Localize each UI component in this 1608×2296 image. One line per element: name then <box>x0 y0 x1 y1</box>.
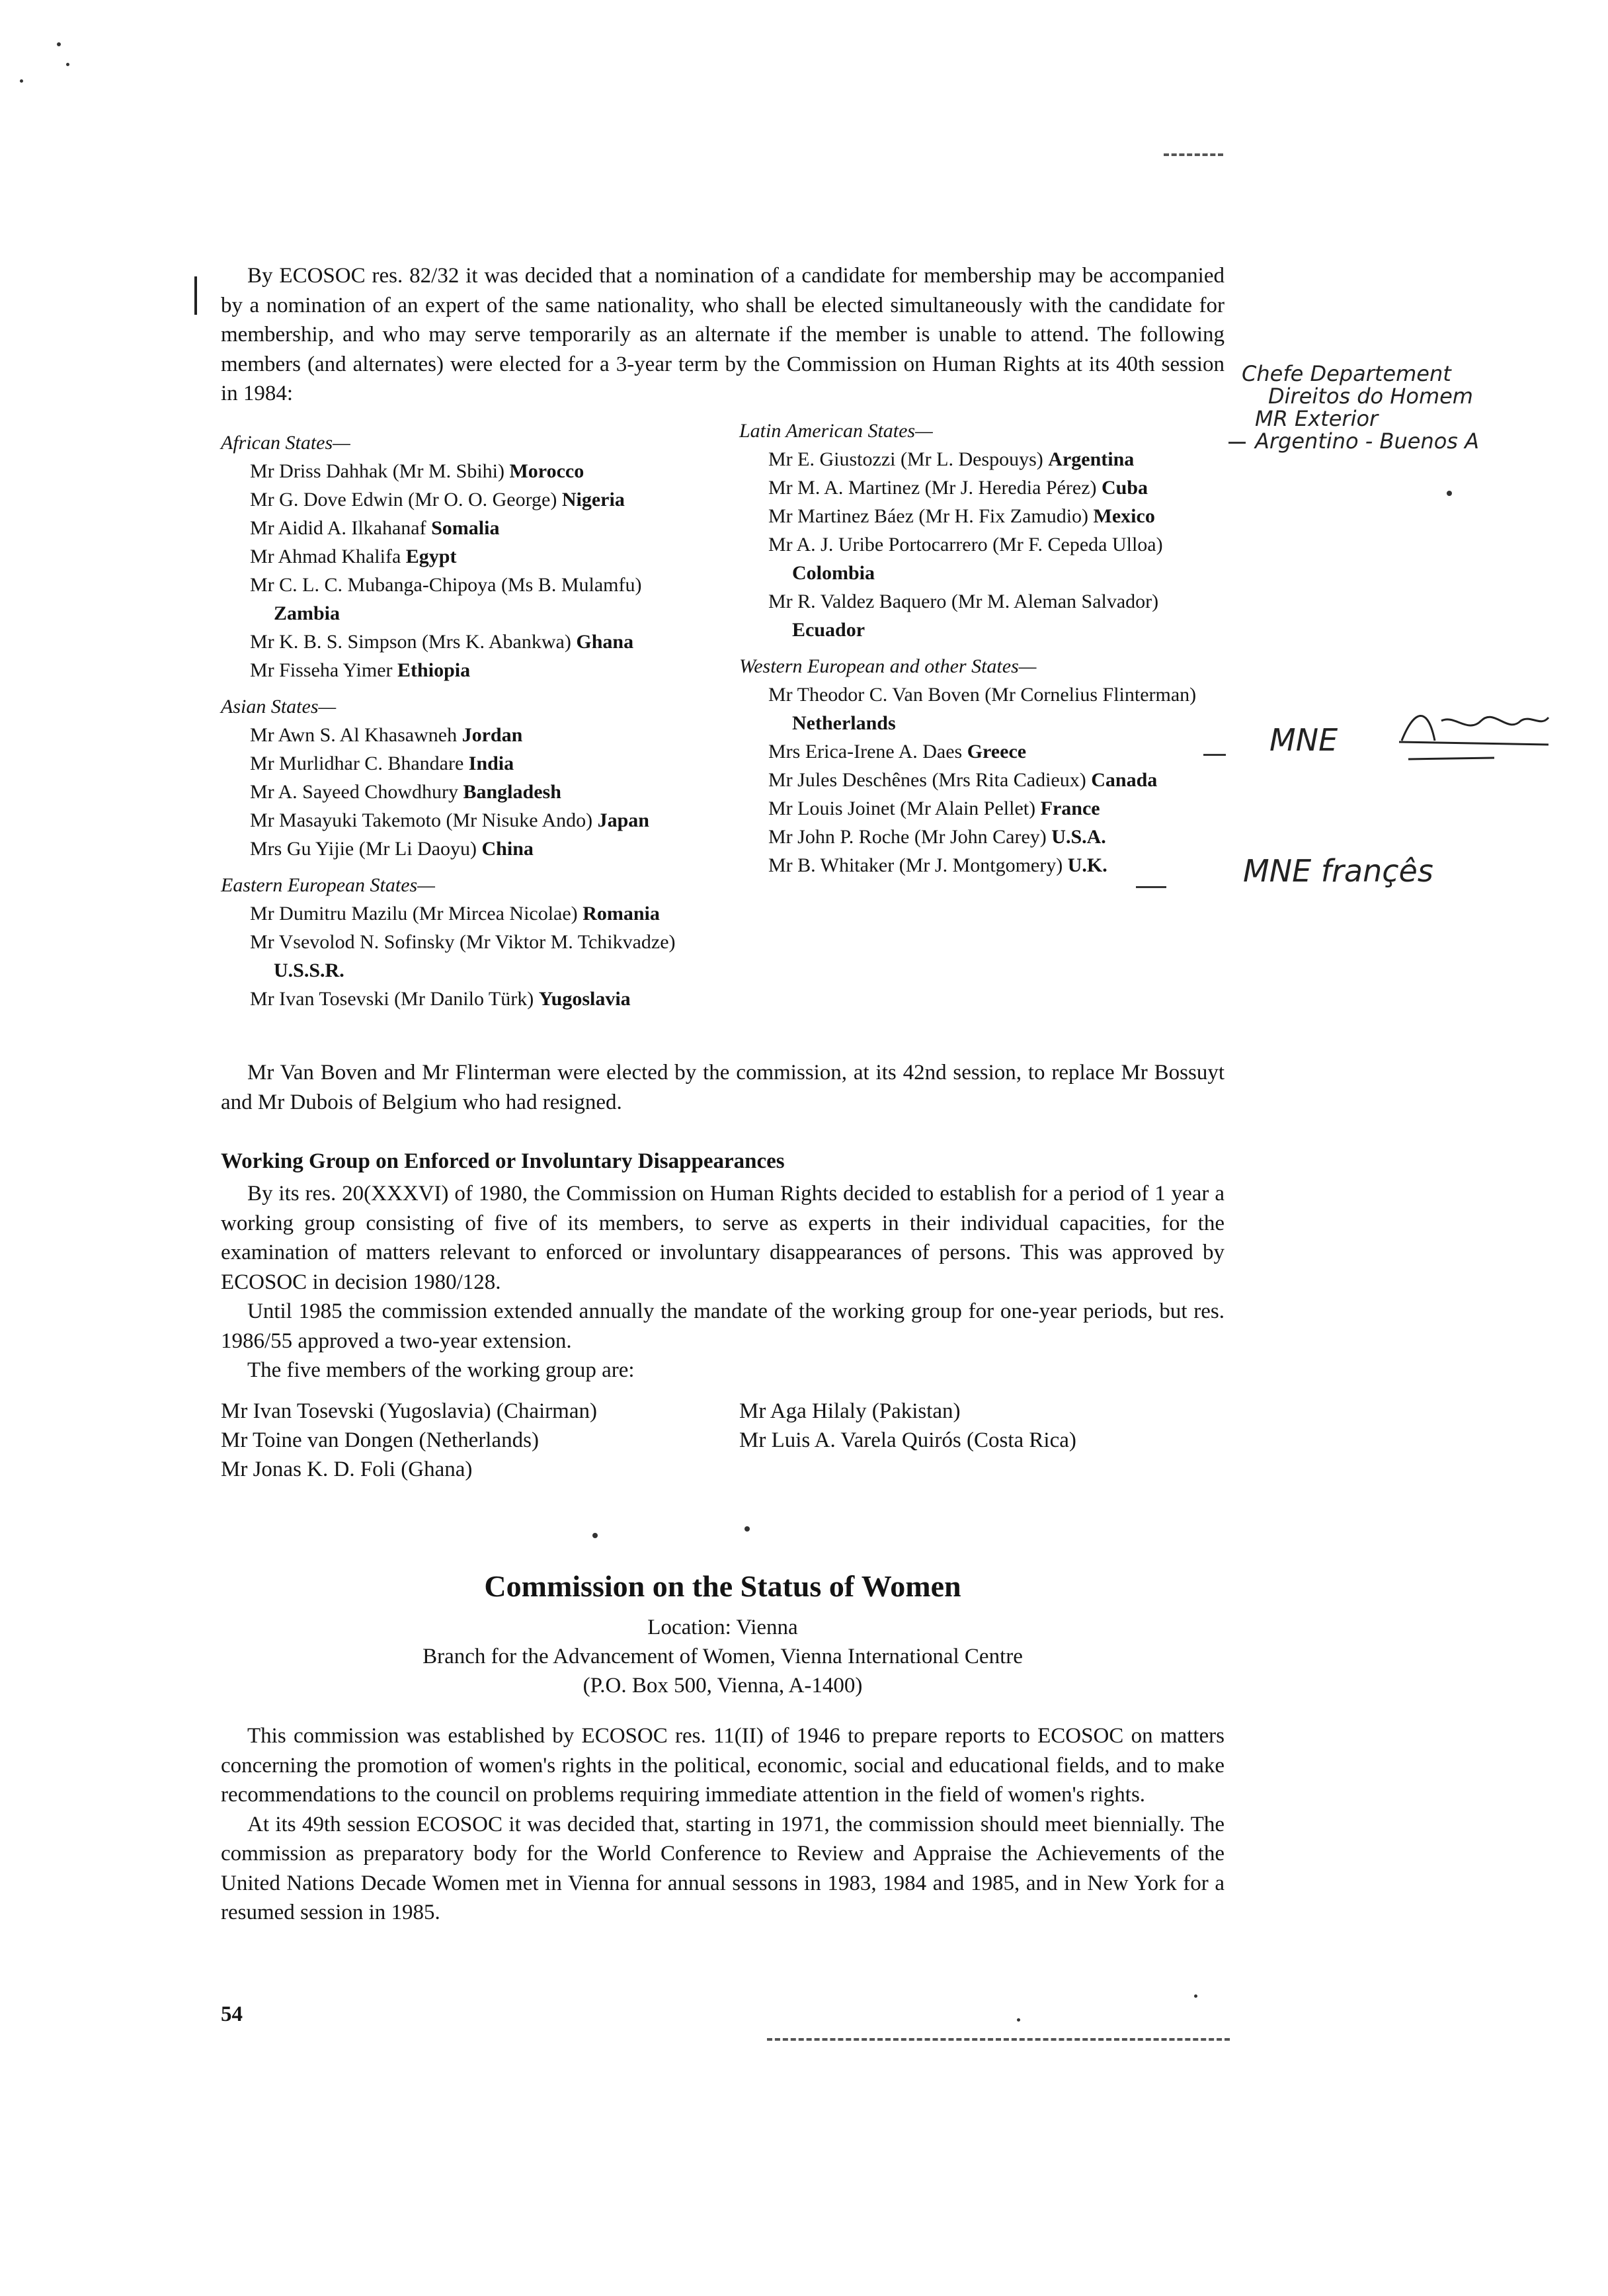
member-country: Morocco <box>509 460 584 482</box>
group-latin-american <box>739 417 1225 644</box>
member-country: China <box>481 838 534 860</box>
intro-paragraph: By ECOSOC res. 82/32 it was decided that a nomination of a candidate for membership may be accompanied by a nomination of an expert of the same nationality, who shall be elected simultaneously with the candidate for membership, and who may serve temporarily as an alternate if the member is unable to attend. The following members (and alternates) were elected for a 3-year term by the Commission on Human Rights at its 40th session in 1984: <box>221 264 1225 405</box>
handwritten-note-2 <box>1269 722 1338 758</box>
member-entry <box>221 514 710 542</box>
member-entry <box>739 473 1225 502</box>
member-name: Mr R. Valdez Baquero (Mr M. Aleman Salvador) <box>768 591 1159 612</box>
working-group-member: Mr Toine van Dongen (Netherlands) <box>221 1428 539 1452</box>
member-name: Mr A. J. Uribe Portocarrero (Mr F. Cepeda Ulloa) <box>768 534 1163 555</box>
member-name: Mr Theodor C. Van Boven (Mr Cornelius Flinterman) <box>768 684 1197 706</box>
women-commission-paragraph: This commission was established by ECOSOC res. 11(II) of 1946 to prepare reports to ECOSOC on matters concerning the promotion of women's rights in the political, economic, social and educational fields, and to make recommendations to the council on problems requiring immediate attention in the field of women's rights. <box>221 1724 1225 1807</box>
member-country: France <box>1040 798 1100 819</box>
member-name: Mr Louis Joinet (Mr Alain Pellet) <box>768 798 1036 819</box>
member-country: U.K. <box>1067 854 1107 876</box>
women-commission-location: Location: Vienna <box>647 1616 798 1639</box>
member-entry <box>739 823 1225 851</box>
handwritten-text: MNE françês <box>1243 853 1433 889</box>
working-group-member: Mr Jonas K. D. Foli (Ghana) <box>221 1457 473 1481</box>
intro-block <box>221 261 1225 409</box>
page-number: 54 <box>221 2002 243 2026</box>
handwritten-dot <box>1447 491 1452 496</box>
member-country: Zambia <box>274 602 341 624</box>
member-country: Netherlands <box>792 712 896 734</box>
member-country: Canada <box>1091 769 1158 791</box>
group-heading: Western European and other States— <box>739 655 1037 677</box>
member-entry <box>221 542 710 571</box>
handwritten-note-1 <box>1242 362 1546 452</box>
working-group-members-right <box>739 1397 1228 1455</box>
member-country: Jordan <box>462 724 523 746</box>
member-country: Colombia <box>792 562 875 584</box>
handwritten-dash <box>1136 886 1166 888</box>
speck <box>592 1533 598 1538</box>
member-name: Mr Murlidhar C. Bhandare <box>250 753 464 774</box>
member-name: Mr E. Giustozzi (Mr L. Despouys) <box>768 448 1043 470</box>
member-country: Egypt <box>405 546 457 567</box>
member-name: Mr Martinez Báez (Mr H. Fix Zamudio) <box>768 505 1089 527</box>
women-commission-address-line1: Branch for the Advancement of Women, Vienna International Centre <box>422 1645 1023 1668</box>
member-entry <box>739 530 1225 587</box>
member-name: Mr Aidid A. Ilkahanaf <box>250 517 426 539</box>
member-name: Mr G. Dove Edwin (Mr O. O. George) <box>250 489 557 511</box>
replacement-note-block <box>221 1058 1225 1117</box>
member-country: Yugoslavia <box>538 988 631 1010</box>
working-group-paragraph: Until 1985 the commission extended annually the mandate of the working group for one-year periods, but res. 1986/55 approved a two-year extension. <box>221 1299 1225 1353</box>
member-entry <box>221 806 710 835</box>
group-heading: Eastern European States— <box>221 874 435 896</box>
member-name: Mr Fisseha Yimer <box>250 659 393 681</box>
member-country: Romania <box>583 903 660 924</box>
member-country: Bangladesh <box>463 781 561 803</box>
member-entry <box>221 721 710 749</box>
member-entry <box>221 628 710 656</box>
member-name: Mr John P. Roche (Mr John Carey) <box>768 826 1047 848</box>
group-african <box>221 429 710 684</box>
member-entry <box>739 794 1225 823</box>
member-name: Mrs Gu Yijie (Mr Li Daoyu) <box>250 838 477 860</box>
member-entry <box>739 445 1225 473</box>
working-group-member: Mr Aga Hilaly (Pakistan) <box>739 1399 961 1423</box>
working-group-member: Mr Ivan Tosevski (Yugoslavia) (Chairman) <box>221 1399 597 1423</box>
member-entry <box>739 737 1225 766</box>
women-commission-paragraph: At its 49th session ECOSOC it was decided that, starting in 1971, the commission should meet biennially. The commission as preparatory body for the World Conference to Review and Appraise the Achievements of the United Nations Decade Women met in Vienna for annual sessons in 1983, 1984 and 1985, and in New York for a resumed session in 1985. <box>221 1812 1225 1924</box>
top-dash <box>1164 153 1223 156</box>
group-heading: African States— <box>221 432 350 454</box>
member-country: India <box>468 753 514 774</box>
member-name: Mr Ahmad Khalifa <box>250 546 401 567</box>
group-heading: Asian States— <box>221 696 337 718</box>
member-entry <box>221 835 710 863</box>
replacement-note: Mr Van Boven and Mr Flinterman were elected by the commission, at its 42nd session, to replace Mr Bossuyt and Mr Dubois of Belgium who had resigned. <box>221 1061 1225 1114</box>
member-country: Cuba <box>1102 477 1148 499</box>
handwritten-note-3 <box>1243 853 1433 889</box>
handwritten-line: Argentino - Buenos A <box>1255 429 1480 454</box>
member-country: U.S.A. <box>1051 826 1106 848</box>
member-country: Japan <box>597 809 649 831</box>
women-commission-title: Commission on the Status of Women <box>484 1569 961 1603</box>
member-name: Mrs Erica-Irene A. Daes <box>768 741 963 762</box>
member-name: Mr M. A. Martinez (Mr J. Heredia Pérez) <box>768 477 1097 499</box>
member-name: Mr Jules Deschênes (Mrs Rita Cadieux) <box>768 769 1086 791</box>
members-left-column <box>221 429 710 1021</box>
member-name: Mr Masayuki Takemoto (Mr Nisuke Ando) <box>250 809 593 831</box>
women-commission-title-block <box>221 1569 1225 1700</box>
member-entry <box>739 766 1225 794</box>
speck <box>1017 2018 1020 2022</box>
member-entry <box>221 457 710 485</box>
member-country: U.S.S.R. <box>274 960 344 981</box>
member-entry <box>221 985 710 1013</box>
member-name: Mr C. L. C. Mubanga-Chipoya (Ms B. Mulamfu) <box>250 574 642 596</box>
member-entry <box>221 656 710 684</box>
member-name: Mr Driss Dahhak (Mr M. Sbihi) <box>250 460 504 482</box>
women-commission-body <box>221 1721 1225 1928</box>
handwritten-line: MR Exterior <box>1255 406 1379 431</box>
member-name: Mr A. Sayeed Chowdhury <box>250 781 458 803</box>
member-entry <box>221 485 710 514</box>
speck <box>1194 1994 1197 1998</box>
members-right-column <box>739 417 1225 887</box>
member-entry <box>221 928 710 985</box>
member-name: Mr Vsevolod N. Sofinsky (Mr Viktor M. Tchikvadze) <box>250 931 676 953</box>
member-entry <box>221 571 710 628</box>
group-asian <box>221 692 710 863</box>
handwritten-text: MNE <box>1269 722 1338 758</box>
member-entry <box>221 749 710 778</box>
member-country: Greece <box>967 741 1027 762</box>
member-country: Ethiopia <box>397 659 471 681</box>
handwritten-line: Chefe Departement <box>1242 361 1451 386</box>
working-group-member: Mr Luis A. Varela Quirós (Costa Rica) <box>739 1428 1076 1452</box>
member-entry <box>739 680 1225 737</box>
member-entry <box>221 899 710 928</box>
footer-dash <box>767 2038 1230 2041</box>
member-name: Mr Awn S. Al Khasawneh <box>250 724 458 746</box>
member-country: Ecuador <box>792 619 865 641</box>
speck <box>57 42 61 46</box>
handwritten-dash <box>1203 754 1226 756</box>
working-group-members-left <box>221 1397 723 1484</box>
member-name: Mr Ivan Tosevski (Mr Danilo Türk) <box>250 988 534 1010</box>
member-name: Mr Dumitru Mazilu (Mr Mircea Nicolae) <box>250 903 578 924</box>
member-country: Nigeria <box>561 489 625 511</box>
speck <box>744 1526 750 1532</box>
member-country: Argentina <box>1048 448 1135 470</box>
member-name: Mr K. B. S. Simpson (Mrs K. Abankwa) <box>250 631 571 653</box>
group-heading: Latin American States— <box>739 420 933 442</box>
group-western-european <box>739 652 1225 880</box>
working-group-heading: Working Group on Enforced or Involuntary Disappearances <box>221 1149 785 1173</box>
group-eastern-european <box>221 871 710 1013</box>
member-name: Mr B. Whitaker (Mr J. Montgomery) <box>768 854 1063 876</box>
struck-word <box>1395 694 1554 767</box>
handwritten-dash <box>1228 442 1246 444</box>
speck <box>66 63 69 66</box>
working-group-paragraph: By its res. 20(XXXVI) of 1980, the Commission on Human Rights decided to establish for a period of 1 year a working group consisting of five of its members, to serve as experts in their individual capacities, for the examination of matters relevant to enforced or involuntary disappearances of persons. This was approved by ECOSOC in decision 1980/128. <box>221 1182 1225 1294</box>
member-entry <box>739 502 1225 530</box>
speck <box>20 79 23 83</box>
women-commission-address-line2: (P.O. Box 500, Vienna, A-1400) <box>583 1674 863 1698</box>
handwritten-line: Direitos do Homem <box>1268 384 1473 409</box>
member-entry <box>739 587 1225 644</box>
member-country: Somalia <box>431 517 500 539</box>
member-entry <box>739 851 1225 880</box>
member-country: Ghana <box>576 631 634 653</box>
member-country: Mexico <box>1093 505 1155 527</box>
working-group-paragraph: The five members of the working group are: <box>247 1358 635 1382</box>
member-entry <box>221 778 710 806</box>
working-group-section <box>221 1149 1225 1385</box>
margin-bar <box>194 276 197 315</box>
